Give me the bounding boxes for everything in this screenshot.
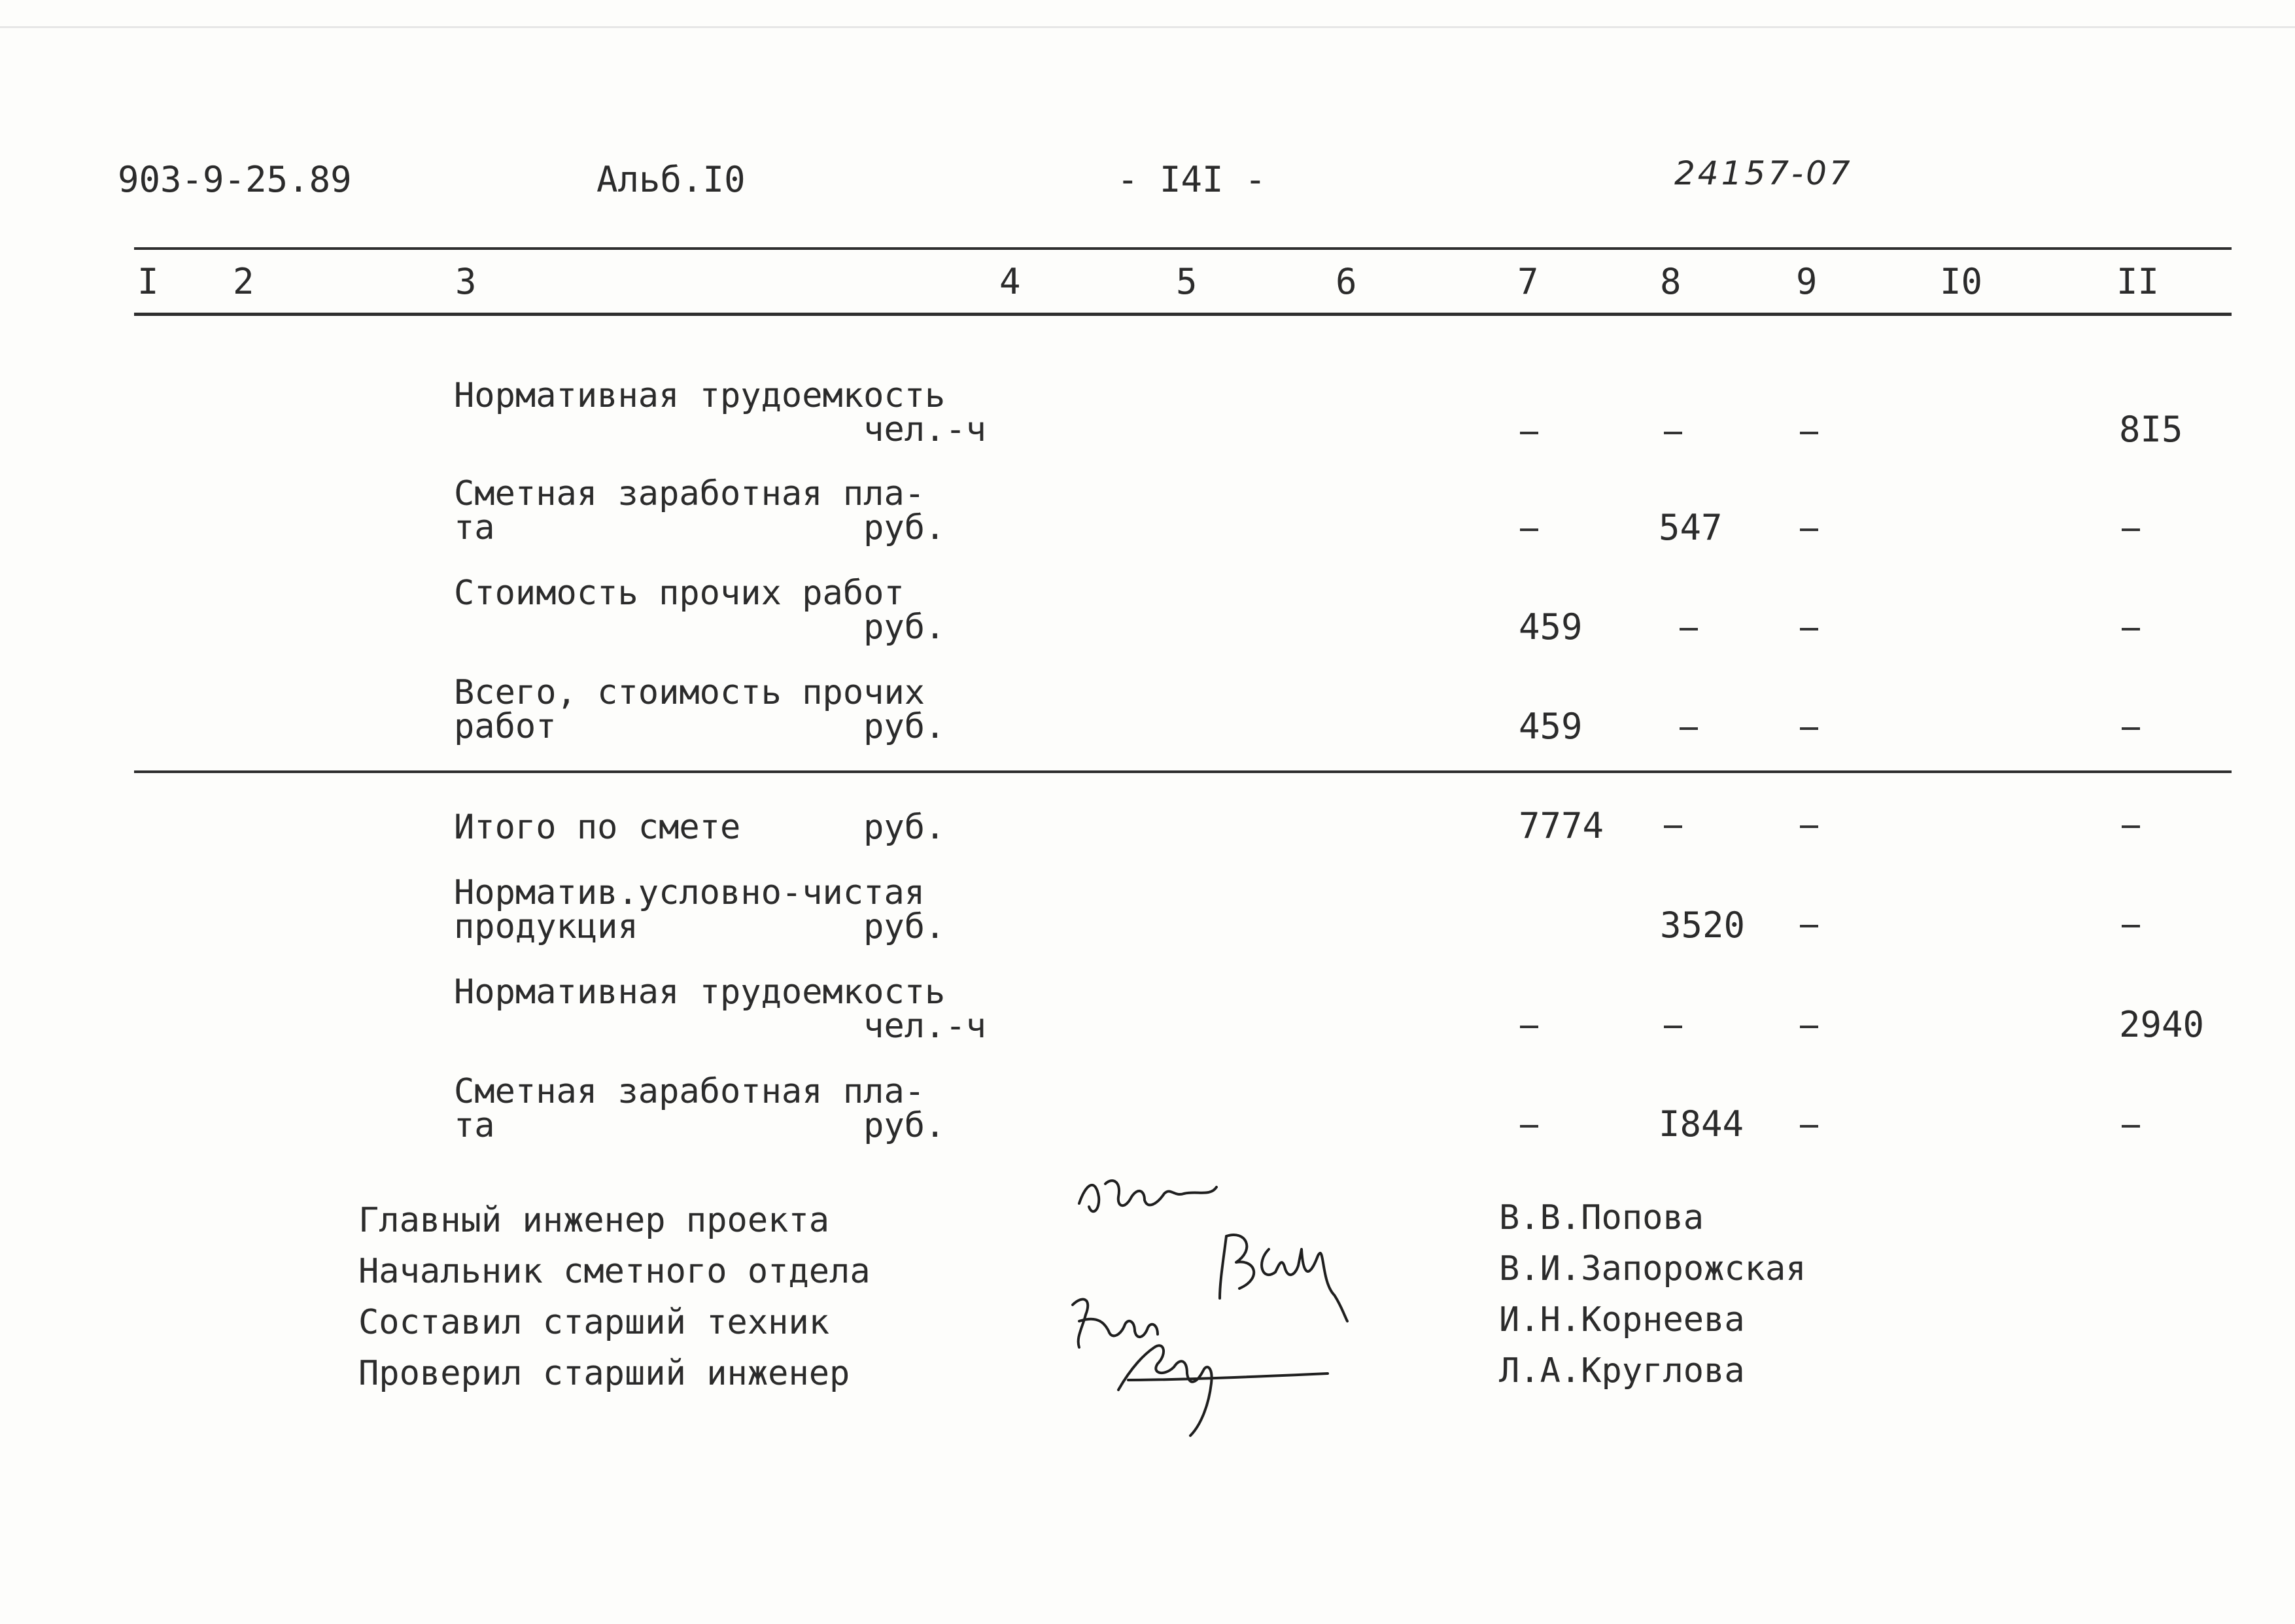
row-label-line2: та руб. [454, 508, 946, 547]
row-label-line2: продукция руб. [454, 907, 946, 946]
dash-mark [1680, 628, 1698, 631]
col-number-5: 5 [1176, 261, 1198, 302]
col-number-8: 8 [1660, 261, 1682, 302]
dash-mark [1800, 528, 1818, 531]
row-label-line1: Стоимость прочих работ [454, 574, 905, 613]
dash-mark [1800, 1125, 1818, 1128]
table-header-rule [134, 313, 2232, 316]
dash-mark [1520, 1026, 1538, 1028]
album-label: Альб.I0 [596, 159, 746, 200]
row-label-line1: Всего, стоимость прочих [454, 673, 925, 712]
row-label-line1: Нормативная трудоемкость [454, 376, 946, 415]
col-number-2: 2 [233, 261, 254, 302]
handwritten-signatures [1060, 1158, 1400, 1445]
signature-role: Начальник сметного отдела [358, 1252, 871, 1291]
dash-mark [2122, 727, 2140, 730]
col-number-3: 3 [455, 261, 477, 302]
dash-mark [1520, 1125, 1538, 1128]
signature-scribble [1073, 1300, 1158, 1347]
row-label-line1: Сметная заработная пла- [454, 474, 925, 513]
dash-mark [1664, 825, 1682, 828]
cell-col8: 547 [1659, 507, 1723, 548]
dash-mark [2122, 825, 2140, 828]
row-label-line1: Норматив.условно-чистая [454, 873, 925, 912]
cell-col7: 7774 [1519, 805, 1604, 846]
col-number-1: I [137, 261, 159, 302]
dash-mark [1664, 1026, 1682, 1028]
scan-edge-artifact [0, 26, 2295, 28]
page-number: - I4I - [1117, 159, 1266, 200]
dash-mark [1800, 1026, 1818, 1028]
signature-role: Составил старший техник [358, 1303, 830, 1342]
cell-col8: I844 [1659, 1103, 1744, 1145]
signatory-name: В.В.Попова [1499, 1198, 1704, 1237]
doc-code: 903-9-25.89 [118, 159, 352, 200]
col-number-6: 6 [1336, 261, 1357, 302]
table-section-rule [134, 770, 2232, 773]
dash-mark [1800, 432, 1818, 434]
col-number-7: 7 [1517, 261, 1539, 302]
dash-mark [1520, 528, 1538, 531]
signature-role: Проверил старший инженер [358, 1354, 850, 1393]
col-number-11: II [2116, 261, 2160, 302]
dash-mark [1800, 825, 1818, 828]
signature-scribble [1220, 1235, 1347, 1321]
dash-mark [2122, 1125, 2140, 1128]
col-number-9: 9 [1796, 261, 1818, 302]
dash-mark [1800, 727, 1818, 730]
col-number-10: I0 [1940, 261, 1983, 302]
dash-mark [2122, 925, 2140, 927]
row-label-line2: чел.-ч [454, 1007, 986, 1046]
signature-scribble [1079, 1181, 1217, 1211]
stamp-number: 24157-07 [1674, 154, 1853, 192]
signatory-name: И.Н.Корнеева [1499, 1300, 1745, 1339]
cell-col11: 2940 [2119, 1004, 2205, 1045]
signature-role: Главный инженер проекта [358, 1201, 830, 1240]
row-label-line1: Итого по смете руб. [454, 808, 946, 847]
row-label-line2: чел.-ч [454, 410, 986, 449]
table-top-rule [134, 247, 2232, 250]
row-label-line2: руб. [454, 608, 946, 647]
row-label-line2: работ руб. [454, 707, 946, 746]
row-label-line1: Сметная заработная пла- [454, 1072, 925, 1111]
dash-mark [1800, 925, 1818, 927]
cell-col11: 8I5 [2119, 409, 2183, 450]
row-label-line2: та руб. [454, 1106, 946, 1145]
signature-scribble [1118, 1345, 1328, 1436]
signatory-name: Л.А.Круглова [1499, 1351, 1745, 1391]
row-label-line1: Нормативная трудоемкость [454, 973, 946, 1012]
dash-mark [2122, 628, 2140, 631]
dash-mark [1800, 628, 1818, 631]
cell-col7: 459 [1519, 706, 1583, 747]
col-number-4: 4 [999, 261, 1021, 302]
dash-mark [2122, 528, 2140, 531]
cell-col7: 459 [1519, 606, 1583, 648]
dash-mark [1680, 727, 1698, 730]
dash-mark [1520, 432, 1538, 434]
dash-mark [1664, 432, 1682, 434]
cell-col8: 3520 [1660, 905, 1746, 946]
signatory-name: В.И.Запорожская [1499, 1249, 1806, 1288]
